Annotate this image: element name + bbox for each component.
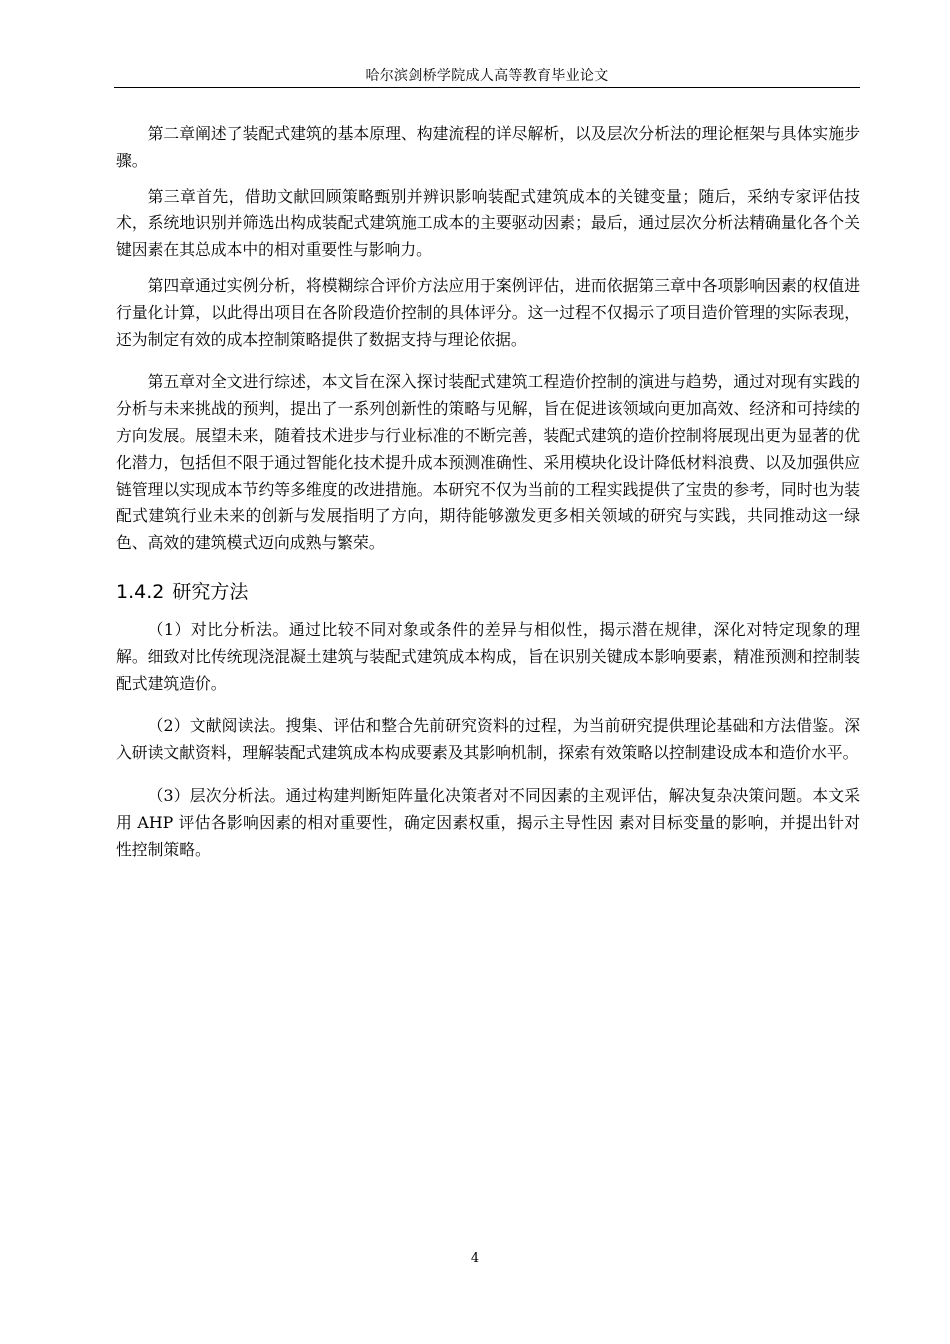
paragraph-chapter-two: 第二章阐述了装配式建筑的基本原理、构建流程的详尽解析，以及层次分析法的理论框架与具体实施步骤。: [116, 124, 860, 170]
section-number: 1.4.2: [116, 580, 165, 603]
header-rule: [114, 87, 860, 88]
paragraph-chapter-three: 第三章首先，借助文献回顾策略甄别并辨识影响装配式建筑成本的关键变量；随后，采纳专家评估技术，系统地识别并筛选出构成装配式建筑施工成本的主要驱动因素；最后，通过层次分析法精确量化各个关键因素在其总成本中的相对重要性与影响力。: [116, 186, 860, 260]
paragraph-chapter-five: 第五章对全文进行综述，本文旨在深入探讨装配式建筑工程造价控制的演进与趋势，通过对现有实践的分析与未来挑战的预判，提出了一系列创新性的策略与见解，旨在促进该领域向更加高效、经济和可持续的方向发展。展望未来，随着技术进步与行业标准的不断完善，装配式建筑的造价控制将展现出更为显著的优化潜力，包括但不限于通过智能化技术提升成本预测准确性、采用模块化设计降低材料浪费、以及加强供应链管理以实现成本节约等多维度的改进措施。本研究不仅为当前的工程实践提供了宝贵的参考，同时也为装配式建筑行业未来的创新与发展指明了方向，期待能够激发更多相关领域的研究与实践，共同推动这一绿色、高效的建筑模式迈向成熟与繁荣。: [116, 372, 860, 553]
paragraph-chapter-four: 第四章通过实例分析，将模糊综合评价方法应用于案例评估，进而依据第三章中各项影响因素的权值进行量化计算，以此得出项目在各阶段造价控制的具体评分。这一过程不仅揭示了项目造价管理的实际表现，还为制定有效的成本控制策略提供了数据支持与理论依据。: [116, 275, 860, 349]
page-header-title: 哈尔滨剑桥学院成人高等教育毕业论文: [365, 68, 609, 84]
page-number: 4: [470, 1251, 480, 1266]
section-title: 研究方法: [172, 580, 249, 603]
method-ahp: （3）层次分析法。通过构建判断矩阵量化决策者对不同因素的主观评估，解决复杂决策问题。本文采用 AHP 评估各影响因素的相对重要性，确定因素权重，揭示主导性因 素对目标变量的影响，并提出针对性控制策略。: [116, 785, 860, 859]
page-body: [116, 121, 860, 872]
method-comparative-analysis: （1）对比分析法。通过比较不同对象或条件的差异与相似性，揭示潜在规律，深化对特定现象的理解。细致对比传统现浇混凝土建筑与装配式建筑成本构成，旨在识别关键成本影响要素，精准预测和控制装配式建筑造价。: [116, 619, 860, 693]
section-heading: [116, 579, 860, 605]
method-literature-review: （2）文献阅读法。搜集、评估和整合先前研究资料的过程，为当前研究提供理论基础和方法借鉴。深入研读文献资料，理解装配式建筑成本构成要素及其影响机制，探索有效策略以控制建设成本和造价水平。: [116, 716, 860, 763]
